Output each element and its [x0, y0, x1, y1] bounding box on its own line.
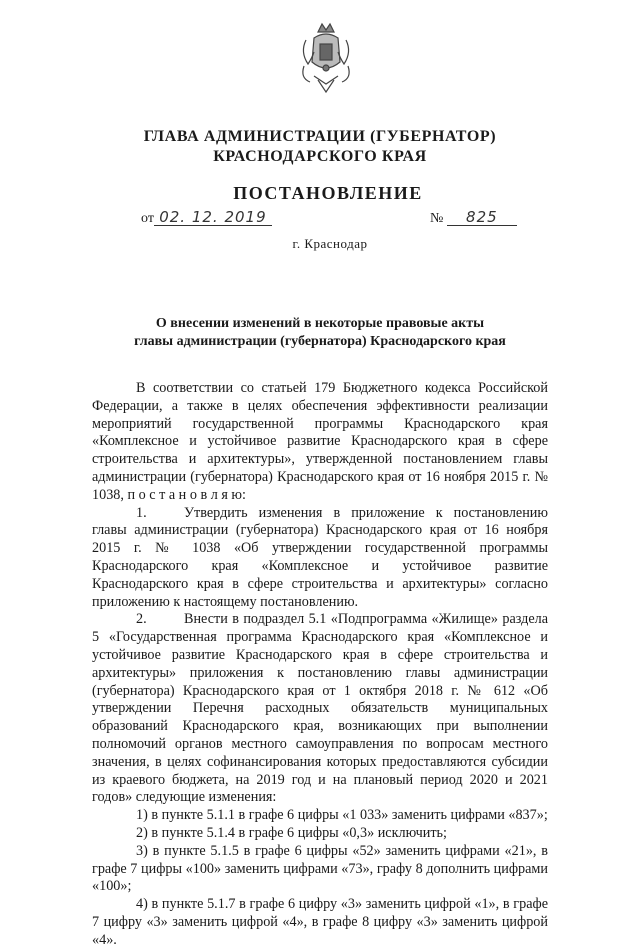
document-body — [92, 380, 548, 950]
item-2-paragraph — [92, 611, 548, 807]
number-value: 825 — [447, 209, 517, 226]
number-field — [430, 209, 517, 227]
date-label: от — [141, 211, 154, 226]
subitem-3: 3) в пункте 5.1.5 в графе 6 цифры «52» заменить цифрами «21», в графе 7 цифры «100» заменить цифрами «73», графу 8 дополнить цифрами «100»; — [92, 842, 548, 895]
document-type-title: ПОСТАНОВЛЕНИЕ — [233, 183, 423, 203]
city-line: г. Краснодар — [292, 236, 368, 251]
subitem-1: 1) в пункте 5.1.1 в графе 6 цифры «1 033» заменить цифрами «837»; — [136, 807, 548, 824]
subject-line-1: О внесении изменений в некоторые правовые акты — [155, 316, 485, 331]
subject-line-2: главы администрации (губернатора) Краснодарского края — [134, 334, 506, 349]
item-1-number: 1. — [136, 504, 147, 521]
issuer-heading-line-2: КРАСНОДАРСКОГО КРАЯ — [213, 148, 427, 165]
item-1-paragraph — [92, 505, 548, 612]
subitem-2: 2) в пункте 5.1.4 в графе 6 цифры «0,3» исключить; — [136, 824, 447, 841]
issuer-heading-line-1: ГЛАВА АДМИНИСТРАЦИИ (ГУБЕРНАТОР) — [143, 128, 497, 145]
item-2-number: 2. — [136, 611, 147, 628]
date-field — [141, 209, 272, 227]
item-2-text: Внести в подраздел 5.1 «Подпрограмма «Жилище» раздела 5 «Государственная программа Краснодарского края «Комплексное и устойчивое развитие Краснодарского края в сфере строительства и архитектуры» приложения к постановлению главы администрации (губернатора) Краснодарского края от 1 октября 2018 г. № 612 «Об утверждении Перечня расходных обязательств муниципальных образований Краснодарского края, возникающих при выполнении полномочий органов местного самоуправления по вопросам местного значения, в целях софинансирования которых предоставляются субсидии из краевого бюджета, на 2019 год и на плановый период 2020 и 2021 годов» следующие изменения: — [92, 611, 548, 806]
krasnodar-coat-of-arms-icon — [296, 18, 356, 98]
item-1-text: Утвердить изменения в приложение к постановлению главы администрации (губернатора) Краснодарского края от 16 ноября 2015 г. № 1038 «Об утверждении государственной программы Краснодарского края «Комплексное и устойчивое развитие Краснодарского края в сфере строительства и архитектуры» согласно приложению к настоящему постановлению. — [92, 504, 548, 610]
subitem-4: 4) в пункте 5.1.7 в графе 6 цифру «3» заменить цифрой «1», в графе 7 цифру «3» заменить цифрой «4», в графе 8 цифру «3» заменить цифрой «4». — [92, 896, 548, 948]
number-label: № — [430, 211, 444, 226]
document-subject — [0, 315, 640, 351]
date-value: 02. 12. 2019 — [154, 209, 272, 226]
intro-paragraph: В соответствии со статьей 179 Бюджетного кодекса Российской Федерации, а также в целях обеспечения эффективности реализации мероприятий государственной программы Краснодарского края «Комплексное и устойчивое развитие Краснодарского края в сфере строительства и архитектуры», утвержденной постановлением главы администрации (губернатора) Краснодарского края от 16 ноября 2015 г. № 1038, п о с т а н о в л я ю: — [92, 380, 548, 503]
